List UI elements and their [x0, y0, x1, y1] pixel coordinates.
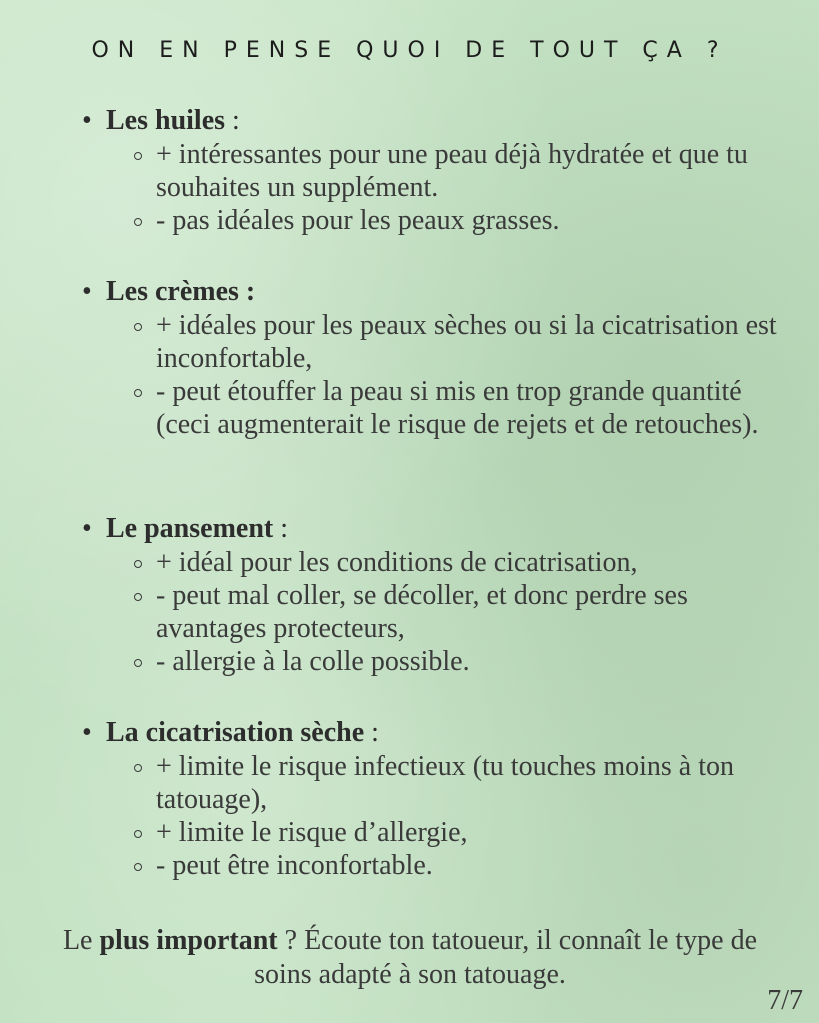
- section-pansement: [82, 512, 782, 678]
- heading-text: Les huiles: [106, 105, 226, 136]
- heading-text: Les crèmes :: [106, 276, 256, 307]
- section-heading: • Les crèmes :: [82, 276, 256, 307]
- heading-text: La cicatrisation sèche: [106, 717, 365, 748]
- heading-suffix: :: [225, 105, 240, 136]
- list-item: - peut étouffer la peau si mis en trop grande quantité (ceci augmenterait le risque de rejets et de retouches).: [134, 375, 782, 441]
- conclusion: Le plus important ? Écoute ton tatoueur, il connaît le type de soins adapté à son tatouage.: [62, 925, 758, 990]
- section-heading: • Le pansement :: [82, 513, 289, 544]
- page-indicator: 7/7: [767, 985, 803, 1016]
- section-huiles: [82, 104, 782, 237]
- list-item: - pas idéales pour les peaux grasses.: [134, 204, 782, 237]
- list-item: - allergie à la colle possible.: [134, 645, 782, 678]
- list-item: + limite le risque d’allergie,: [134, 816, 782, 849]
- list-item: + idéales pour les peaux sèches ou si la cicatrisation est inconfortable,: [134, 309, 782, 375]
- list-item: - peut être inconfortable.: [134, 849, 782, 882]
- list-item: - peut mal coller, se décoller, et donc perdre ses avantages protecteurs,: [134, 579, 782, 645]
- heading-suffix: :: [273, 513, 289, 544]
- list-item: + idéal pour les conditions de cicatrisation,: [134, 546, 782, 579]
- heading-text: Le pansement: [106, 513, 274, 544]
- list-item: + limite le risque infectieux (tu touches moins à ton tatouage),: [134, 750, 782, 816]
- list-item: + intéressantes pour une peau déjà hydratée et que tu souhaites un supplément.: [134, 138, 782, 204]
- section-heading: • La cicatrisation sèche :: [82, 717, 379, 748]
- page-title: ON EN PENSE QUOI DE TOUT ÇA ?: [91, 38, 728, 63]
- section-cremes: [82, 275, 782, 441]
- heading-suffix: :: [364, 717, 379, 748]
- section-cicatrisation-seche: [82, 716, 782, 882]
- conclusion-emphasis: plus important: [99, 925, 278, 956]
- section-heading: • Les huiles :: [82, 105, 240, 136]
